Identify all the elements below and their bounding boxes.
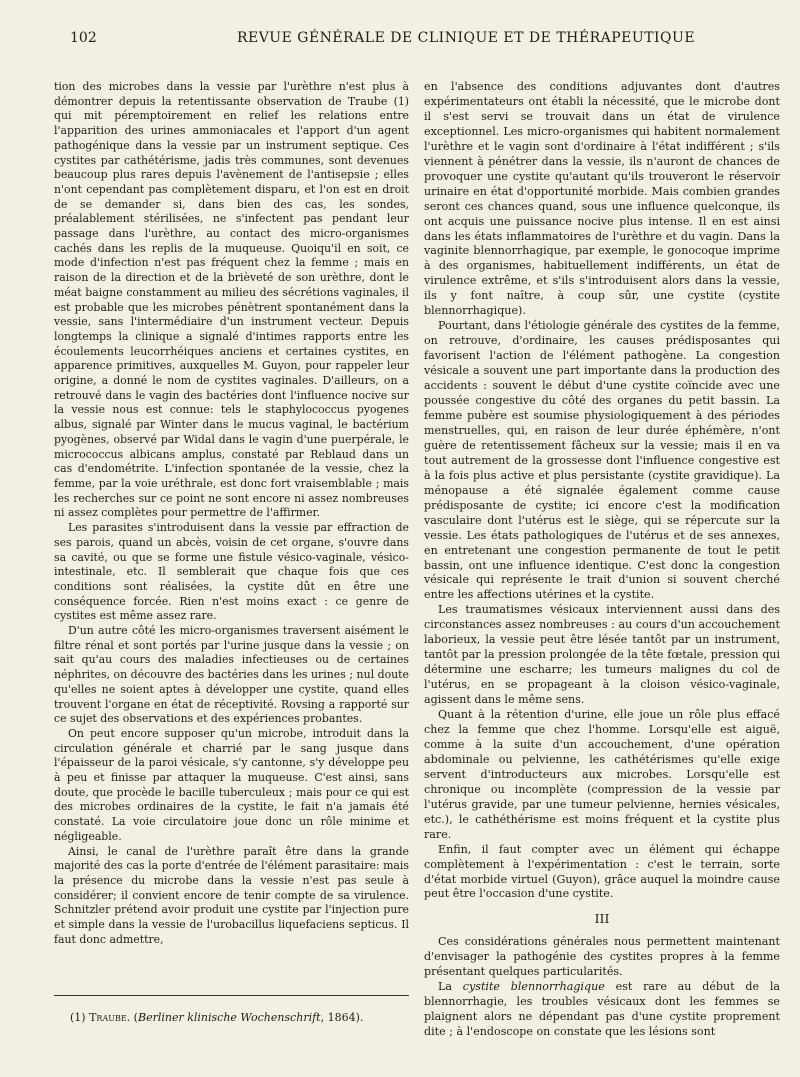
paragraph: D'un autre côté les micro-organismes traversent aisément le filtre rénal et sont portés par l'urine jusque dans la vessie ; on sait qu'au cours des maladies infectieuses ou de certaines néphrites, on découvre des bactéries dans les urines ; nul doute qu'elles ne soient aptes à développer une cystite, quand elles trouvent l'organe en état de réceptivité. Rovsing a rapporté sur ce sujet des observations et des expériences probantes.: [54, 624, 409, 726]
footnote-divider: [54, 995, 409, 996]
paragraph: Pourtant, dans l'étiologie générale des cystites de la femme, on retrouve, d'ordinaire, les causes prédisposantes qui favorisent l'action de l'élément pathogène. La congestion vésicale a souvent une part importante dans la production des accidents : souvent le début d'une cystite coïncide avec une poussée congestive du côté des organes du petit bassin. La femme pubère est soumise physiologiquement à des périodes menstruelles, qui, en raison de leur durée éphémère, n'ont guère de retentissement fâcheux sur la vessie; mais il en va tout autrement de la grossesse dont l'influence congestive est à la fois plus active et plus persistante (cystite gravidique). La ménopause a été signalée également comme cause prédisposante de cystite; ici encore c'est la modification vasculaire dont l'utérus est le siège, qui se répercute sur la vessie. Les états pathologiques de l'utérus et de ses annexes, en entretenant une congestion permanente de tout le petit bassin, ont une influence identique. C'est donc la congestion vésicale qui représente le trait d'union si souvent cherché entre les affections utérines et la cystite.: [424, 319, 780, 602]
paragraph-lead: La: [438, 980, 463, 994]
left-column: [54, 80, 409, 947]
footnote-separator: . (: [126, 1011, 138, 1024]
paragraph: Quant à la rétention d'urine, elle joue un rôle plus effacé chez la femme que chez l'homme. Lorsqu'elle est aiguë, comme à la suite d'un accouchement, d'une opération abdominale ou pelvienne, les cathétérismes qu'elle exige servent d'introducteurs aux microbes. Lorsqu'elle est chronique ou incomplète (compression de la vessie par l'utérus gravide, par une tumeur pelvienne, hernies vésicales, etc.), le cathéthérisme est moins fréquent et la cystite plus rare.: [424, 708, 780, 841]
paragraph: tion des microbes dans la vessie par l'urèthre n'est plus à démontrer depuis la retentissante observation de Traube (1) qui mit péremptoirement en relief les relations entre l'apparition des urines ammoniacales et l'apport d'un agent pathogénique dans la vessie par un instrument septique. Ces cystites par cathétérisme, jadis très communes, sont devenues beaucoup plus rares depuis l'avènement de l'antisepsie ; elles n'ont cependant pas complètement disparu, et l'on est en droit de se demander si, dans bien des cas, les sondes, préalablement stérilisées, ne s'infectent pas pendant leur passage dans l'urèthre, au contact des micro-organismes cachés dans les replis de la muqueuse. Quoiqu'il en soit, ce mode d'infection n'est pas fréquent chez la femme ; mais en raison de la direction et de la brièveté de son urèthre, dont le méat baigne constamment au milieu des sécrétions vaginales, il est probable que les microbes pénètrent spontanément dans la vessie, sans l'intermédiaire d'un instrument vecteur. Depuis longtemps la clinique a signalé d'intimes rapports entre les écoulements leucorrhéiques anciens et certaines cystites, en apparence primitives, auxquelles M. Guyon, pour rappeler leur origine, a donné le nom de cystites vaginales. D'ailleurs, on a retrouvé dans le vagin des bactéries dont l'influence nocive sur la vessie nous est connue: tels le staphylococcus pyogenes albus, signalé par Winter dans le mucus vaginal, le bactérium pyogènes, observé par Widal dans le vagin d'une puerpérale, le micrococcus albicans amplus, constaté par Reblaud dans un cas d'endométrite. L'infection spontanée de la vessie, chez la femme, par la voie uréthrale, est donc fort vraisemblable ; mais les recherches sur ce point ne sont encore ni assez nombreuses ni assez complètes pour permettre de l'affirmer.: [54, 80, 409, 520]
italic-term: cystite blennorrhagique: [462, 980, 605, 994]
right-column: [424, 80, 780, 1040]
footnote: [70, 1011, 410, 1024]
section-numeral: III: [594, 911, 610, 927]
footnote-author: Traube: [89, 1011, 127, 1024]
footnote-marker: (1): [70, 1011, 90, 1024]
paragraph-text: est rare au début de la blennorrhagie, les troubles vésicaux dont les femmes se plaignent alors ne dépendant pas d'une cystite proprement dite ; à l'endoscope on constate que les lésions sont: [424, 980, 780, 1039]
paragraph: Les traumatismes vésicaux interviennent aussi dans des circonstances assez nombreuses : au cours d'un accouchement laborieux, la vessie peut être lésée tantôt par un instrument, tantôt par la pression prolongée de la tête fœtale, pression qui détermine une escharre; les tumeurs malignes du col de l'utérus, en se propageant à la cloison vésico-vaginale, agissent dans le même sens.: [424, 603, 780, 707]
footnote-tail: , 1864).: [320, 1011, 364, 1024]
paragraph: [424, 980, 780, 1040]
paragraph: en l'absence des conditions adjuvantes dont d'autres expérimentateurs ont établi la nécessité, que le microbe dont il s'est servi se trouvait dans un état de virulence exceptionnel. Les micro-organismes qui habitent normalement l'urèthre et le vagin sont d'ordinaire à l'état indifférent ; s'ils viennent à pénétrer dans la vessie, ils n'auront de chances de provoquer une cystite qu'autant qu'ils trouveront le réservoir urinaire en état d'opportunité morbide. Mais combien grandes seront ces chances quand, sous une influence quelconque, ils ont acquis une puissance nocive plus intense. Il en est ainsi dans les états inflammatoires de l'urèthre et du vagin. Dans la vaginite blennorrhagique, par exemple, le gonocoque imprime à des organismes, habituellement indifférents, un état de virulence extrême, et s'ils s'introduisent alors dans la vessie, ils y font naître, à coup sûr, une cystite (cystite blennorrhagique).: [424, 80, 780, 318]
paragraph: Ces considérations générales nous permettent maintenant d'envisager la pathogénie des cystites propres à la femme présentant quelques particularités.: [424, 935, 780, 979]
paragraph: Ainsi, le canal de l'urèthre paraît être dans la grande majorité des cas la porte d'entrée de l'élément parasitaire: mais la présence du microbe dans la vessie n'est pas seule à considérer; il convient encore de tenir compte de sa virulence. Schnitzler prétend avoir produit une cystite par l'injection pure et simple dans la vessie de l'urobacillus liquefaciens septicus. Il faut donc admettre,: [54, 844, 409, 946]
running-title: REVUE GÉNÉRALE DE CLINIQUE ET DE THÉRAPEUTIQUE: [236, 30, 696, 46]
footnote-journal: Berliner klinische Wochenschrift: [137, 1011, 321, 1024]
page-header: [70, 30, 762, 52]
paragraph: Enfin, il faut compter avec un élément qui échappe complètement à l'expérimentation : c'est le terrain, sorte d'état morbide virtuel (Guyon), grâce auquel la moindre cause peut être l'occasion d'une cystite.: [424, 842, 780, 901]
page-number: 102: [70, 30, 97, 46]
paragraph: Les parasites s'introduisent dans la vessie par effraction de ses parois, quand un abcès, voisin de cet organe, s'ouvre dans sa cavité, ou que se forme une fistule vésico-vaginale, vésico-intestinale, etc. Il semblerait que chaque fois que ces conditions sont réalisées, la cystite dût en être une conséquence forcée. Rien n'est moins exact : ce genre de cystites est même assez rare.: [54, 521, 409, 623]
paragraph: On peut encore supposer qu'un microbe, introduit dans la circulation générale et charrié par le sang jusque dans l'épaisseur de la paroi vésicale, s'y cantonne, s'y développe peu à peu et finisse par attaquer la muqueuse. C'est ainsi, sans doute, que procède le bacille tuberculeux ; mais pour ce qui est des microbes ordinaires de la cystite, le fait n'a jamais été constaté. La voie circulatoire joue donc un rôle minime et négligeable.: [54, 726, 409, 843]
